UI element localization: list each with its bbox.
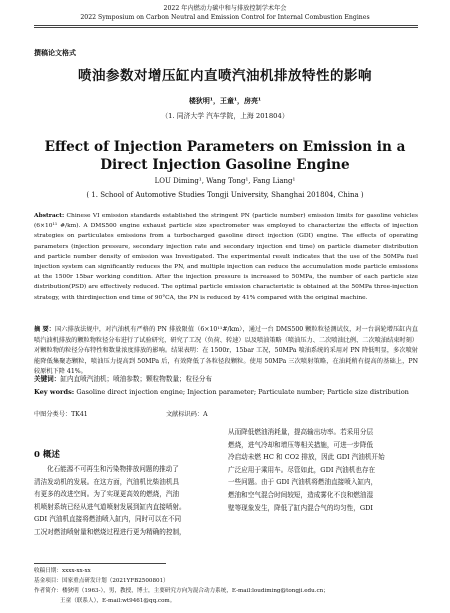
chinese-affiliation: （1. 同济大学 汽车学院，上海 201804） — [161, 112, 289, 120]
body-column-left — [34, 463, 224, 539]
body-line: 冷启动未燃 HC 和 CO2 排放，因此 GDI 汽油机开始 — [228, 453, 385, 462]
conference-header-cn: 2022 年内燃动力碳中和与排放控制学术年会 — [163, 5, 287, 12]
chinese-keywords-text: 缸内直喷汽油机；喷油参数；颗粒物数量；粒径分布 — [60, 375, 213, 383]
chinese-abstract — [34, 325, 418, 378]
body-line: 从而降低燃油消耗量，提高输出功率。若采用分层 — [228, 428, 374, 436]
footnote-author: 作者简介：楼狄明（1963-），男，教授，博士，主要研究方向为混合动力系统，E-mail:loudiming@tongji.edu.cn； — [34, 588, 329, 594]
body-line: 燃油和空气混合时间较短，造成雾化不良和燃油湿 — [228, 490, 374, 499]
chinese-title: 喷油参数对增压缸内直喷汽油机排放特性的影响 — [78, 68, 372, 84]
footnote-contact: 王童（联系人），E-mail:wt9461@qq.com。 — [60, 598, 176, 604]
english-affiliation: ( 1. School of Automotive Studies Tongji University, Shanghai 201804, China ) — [86, 191, 364, 199]
body-line: 工况对燃油喷射量和燃烧过程进行更为精确的控制， — [34, 527, 186, 536]
body-line: 广泛应用于乘用车。尽管如此，GDI 汽油机也存在 — [228, 465, 376, 474]
chinese-authors: 楼狄明¹，王童¹，房亮¹ — [188, 96, 262, 105]
footnote-received: 收稿日期：xxxx-xx-xx — [34, 568, 91, 574]
chinese-abstract-label: 摘 要： — [34, 326, 56, 333]
body-line: 燃烧，进气冷却和增压等相关措施，可进一步降低 — [228, 440, 374, 449]
english-authors: LOU Diming¹, Wang Tong¹, Fang Liang¹ — [154, 177, 296, 185]
body-line: 壁等现象发生，降低了缸内混合气的均匀性，GDI — [228, 503, 374, 512]
body-line: 化石能源不可再生和污染物排放问题的推动了 — [47, 465, 179, 473]
section-heading: 0 概述 — [34, 450, 60, 460]
english-abstract — [34, 211, 418, 303]
body-line: 机喷射系统已经从进气道喷射发展到缸内直接喷射。 — [34, 502, 186, 511]
body-column-right — [228, 426, 418, 514]
footnote-funding: 基金项目：国家重点研发计划（2021YFB2500801） — [34, 578, 169, 584]
chinese-abstract-text: 国六排放法规中，对汽油机有严格的 PN 排放限值（6×10¹¹#/km），通过一台 DMS500 颗粒粒径测试仪，对一台涡轮增压缸内直喷汽油机排放的颗粒物粒径分布进行了试验研究，研究了工况（负荷、转速）以及喷油策略（喷油压力、二次喷油比例、二次喷油结束时刻）对颗粒物的粒径分布特性和数量浓度排放的影响。结果表明：在 1500r，15bar 工况，50MPa 喷油系统的采用对 PN 降低明显，多次喷射能降低集聚态颗粒，喷油压力提高到 50MPa 后，有效降低了各粒径段颗粒。使用 50MPa 三次喷射策略，在油耗稍有提高的基础上，PN 较原机下降 41%。 — [34, 326, 418, 376]
english-title: Effect of Injection Parameters on Emission in a Direct Injection Gasoline Engine — [44, 139, 406, 173]
body-line: 一些问题。由于 GDI 汽油机将燃油直接喷入缸内， — [228, 478, 378, 487]
document-code: 文献标识码：A — [166, 411, 208, 418]
english-keywords-label: Key words: — [34, 388, 75, 396]
chinese-keywords-label: 关键词： — [34, 375, 61, 383]
english-keywords — [34, 388, 418, 398]
conference-header-en: 2022 Symposium on Carbon Neutral and Emission Control for Internal Combustion Engines — [80, 14, 370, 21]
abstract-label: Abstract: — [34, 212, 65, 219]
abstract-text: Chinese VI emission standards established the stringent PN (particle number) emission limits for gasoline vehicles (6×10¹¹ #/km). A DMS500 engine exhaust particle size spectrometer was employed to characterize the effects of injection strategies on particulates emissions from a turbocharged gasoline direct injection (GDI) engine. The effects of operating parameters (injection pressure, secondary injection rate and secondary injection end time) on particle diameter distribution and particle number density of emission was Investigated. The experimental result indicates that the use of the 50MPa fuel injection system can significantly reduces the PN, and multiple injection can reduce the accumulation mode particle emissions at the 1500r 15bar working condition. After the injection pressure is increased to 50MPa, the number of each particle size distribution(PSD) are effectively reduced. The optimal particle emission characteristic is obtained at the 50MPa three-injection strategy, with thirdinjection end time of 90°CA, the PN is reduced by 41% compared with the original machine. — [34, 213, 418, 301]
body-line: GDI 汽油机直接将燃油喷入缸内，同时可以在不同 — [34, 515, 182, 524]
english-keywords-text: Gasoline direct injection engine; Injection parameter; Particulate number; Particle size distribution — [76, 388, 409, 396]
chinese-keywords — [34, 373, 418, 383]
body-line: 清洁发动机的发展。在这方面，汽油机比柴油机具 — [34, 477, 180, 486]
article-type-tag: 撰稿论文格式 — [34, 48, 76, 57]
body-line: 有更多的改进空间。为了实现更高效的燃烧，汽油 — [34, 490, 180, 499]
footnote-rule — [34, 563, 166, 564]
header-rule-bottom — [34, 27, 418, 28]
classification-number: 中图分类号：TK41 — [34, 411, 88, 418]
header-rule-top — [34, 25, 418, 26]
